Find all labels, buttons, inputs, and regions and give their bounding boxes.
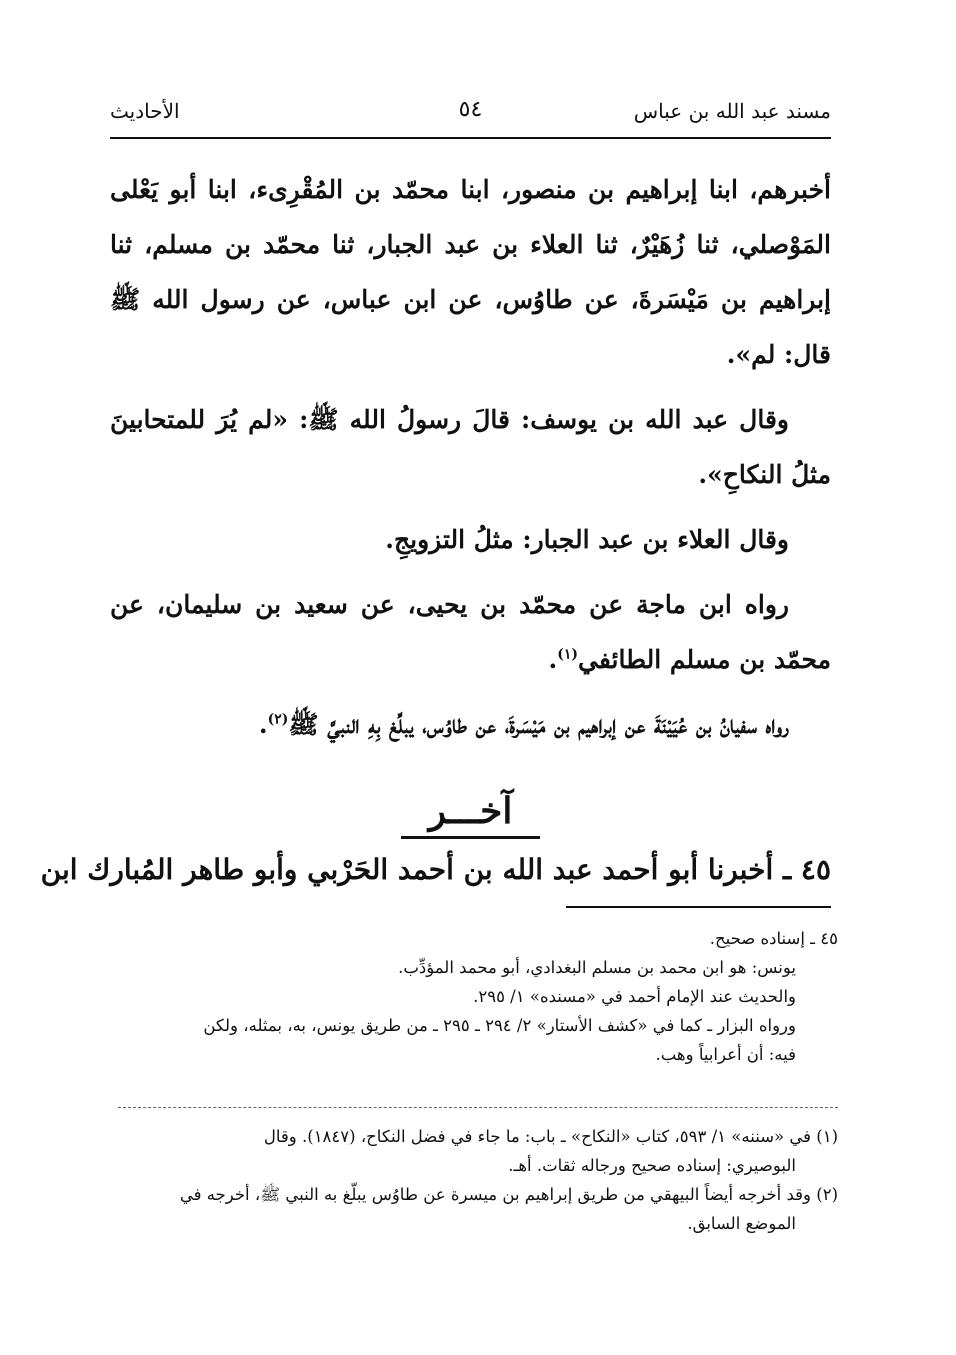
paragraph-ibn-majah-end: . [548,645,558,674]
book-title: مسند عبد الله بن عباس [633,99,831,123]
header-rule [110,137,831,139]
running-header [110,95,831,131]
footnote-ref-1: (١) [557,646,579,663]
paragraph-sufyan [110,697,831,752]
paragraph-ibn-majah [110,577,831,687]
note-line: فيه: أن أعرابياً وهب. [655,1045,796,1064]
paragraph-sufyan-end: . [258,710,268,739]
note-line: والحديث عند الإمام أحمد في «مسنده» ١/ ٢٩٥. [473,987,796,1006]
paragraph-isnad: أخبرهم، ابنا إبراهيم بن منصور، ابنا محمّد بن المُقْرِىء، ابنا أبو يَعْلى المَوْصلي، ثنا زُهَيْرٌ، ثنا العلاء بن عبد الجبار، ثنا محمّد بن مسلم، ثنا إبراهيم بن مَيْسَرةَ، عن طاوُس، عن ابن عباس، عن رسول الله ﷺ قال: لم». [110,175,831,369]
main-text [110,162,831,762]
paragraph-hadith: وقال عبد الله بن يوسف: قالَ رسولُ الله ﷺ: «لم يُرَ للمتحابينَ مثلُ النكاحِ». [110,405,831,489]
note-line: ٤٥ ـ إسناده صحيح. [709,929,838,948]
footnote-ref-2: (٢) [267,711,289,728]
footnote-line: (٢) وقد أخرجه أيضاً البيهقي من طريق إبراهيم بن ميسرة عن طاوُس يبلّغ به النبي ﷺ، أخرجه في [179,1185,838,1204]
footnotes [118,1122,838,1238]
footnotes-separator [118,1107,838,1108]
page-number: ٥٤ [458,97,483,122]
paragraph-ibn-majah-text: رواه ابن ماجة عن محمّد بن يحيى، عن سعيد بن سليمان، عن محمّد بن مسلم الطائفي [110,590,831,674]
paragraph-variant: وقال العلاء بن عبد الجبار: مثلُ التزويجِ. [385,525,789,554]
footnote-line: البوصيري: إسناده صحيح ورجاله ثقات. أهـ. [508,1156,796,1175]
notes-separator [566,906,831,908]
footnote-line: الموضع السابق. [687,1214,796,1233]
section-name: الأحاديث [110,99,180,123]
note-line: ورواه البزار ـ كما في «كشف الأستار» ٢/ ٢٩٤ ـ ٢٩٥ ـ من طريق يونس، به، بمثله، ولكن [203,1016,796,1035]
hadith-notes [118,924,838,1069]
section-title [110,790,831,832]
footnote-line: (١) في «سننه» ١/ ٥٩٣، كتاب «النكاح» ـ باب: ما جاء في فضل النكاح، (١٨٤٧). وقال [263,1127,838,1146]
section-title-text: آخـــر [401,790,541,839]
hadith-45-start: ٤٥ ـ أخبرنا أبو أحمد عبد الله بن أحمد الحَرْبي وأبو طاهر المُبارك ابن [40,853,831,886]
note-line: يونس: هو ابن محمد بن مسلم البغدادي، أبو محمد المؤدِّب. [398,958,796,977]
paragraph-sufyan-text: رواه سفيانُ بن عُيَيْنَةَ عن إبراهيم بن مَيْسَرةَ، عن طاوُس، يبلِّغ بِهِ النبيَّ ﷺ [288,710,789,739]
